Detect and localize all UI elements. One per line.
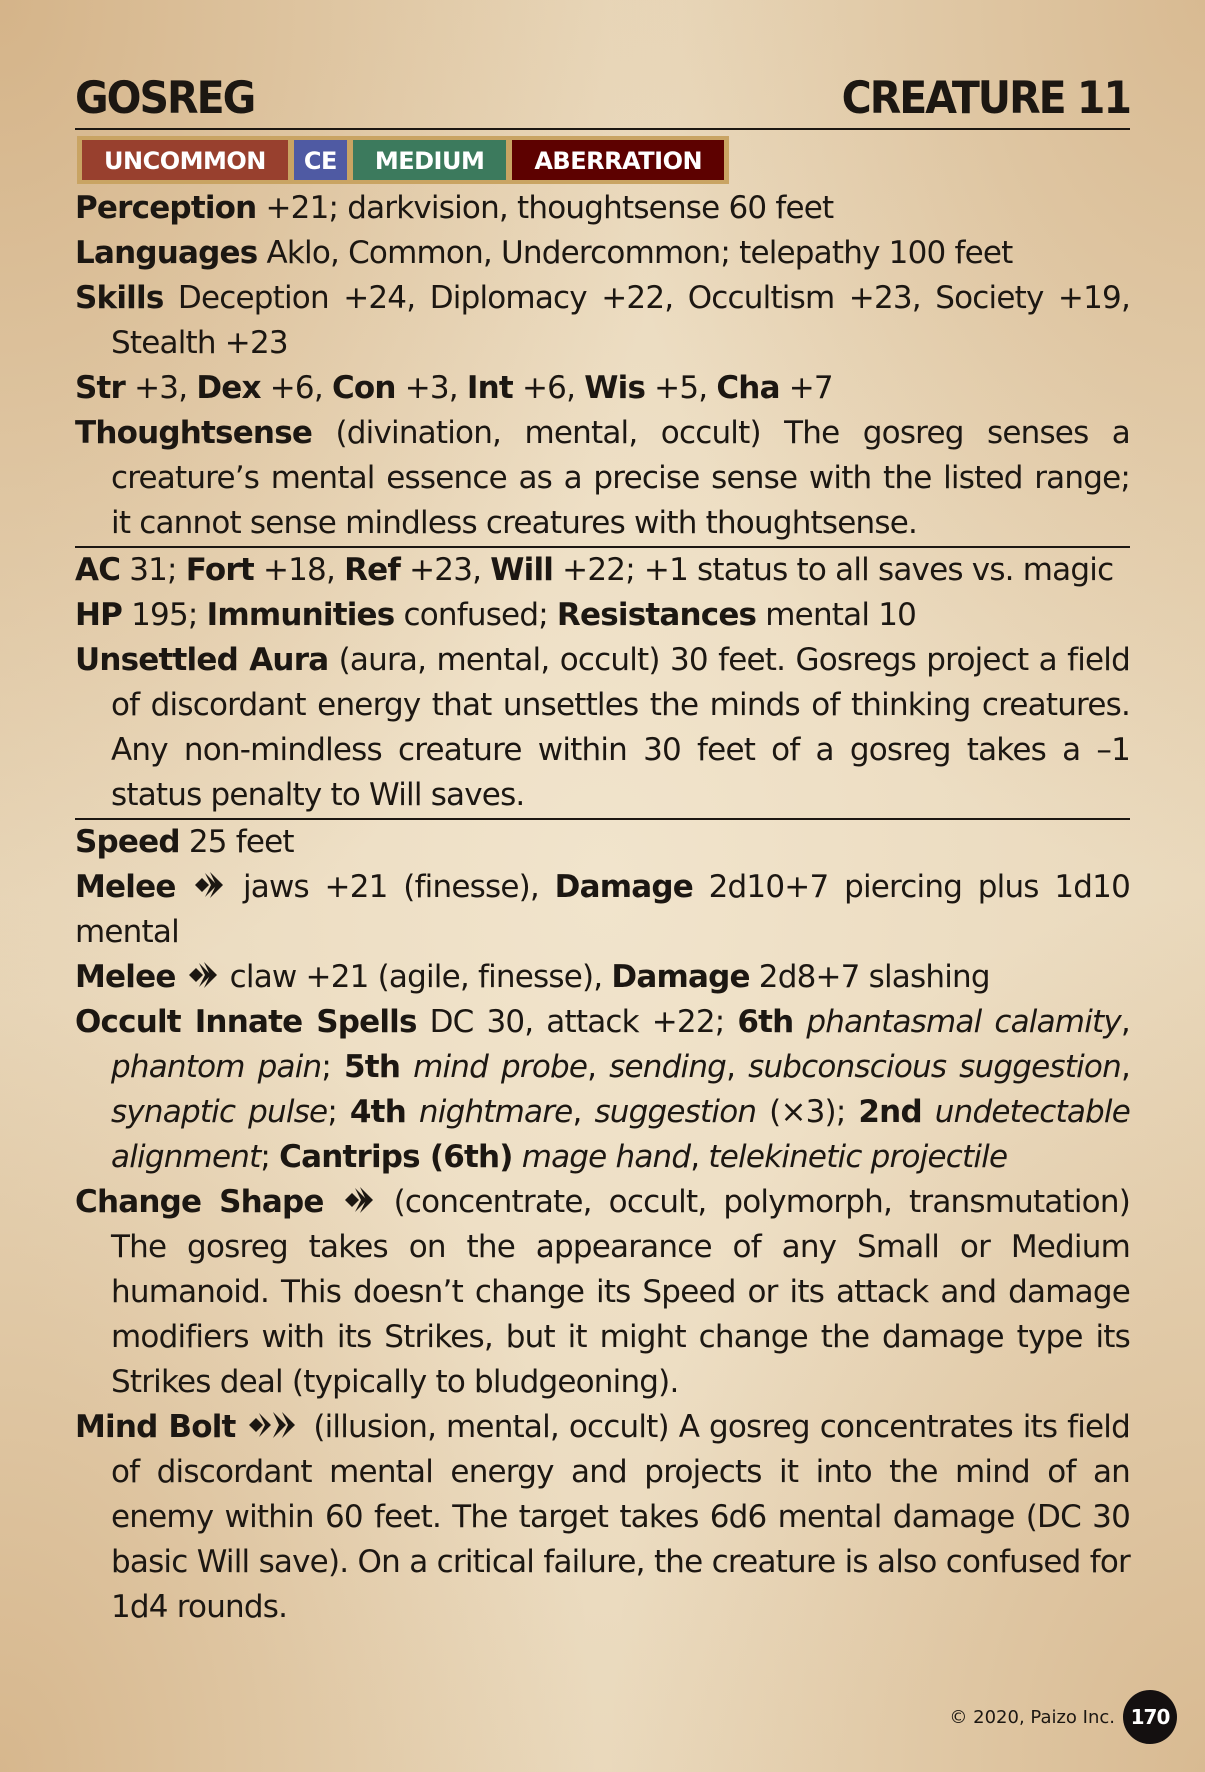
spell-name: sending: [609, 1049, 727, 1085]
dex-value: +6,: [260, 370, 332, 406]
stats-body: [75, 186, 1130, 1630]
creature-level: CREATURE 11: [841, 72, 1130, 124]
wis-value: +5,: [645, 370, 717, 406]
skills-line: [75, 276, 1130, 366]
mind-bolt-text: (illusion, mental, occult) A gosreg concentrates its field of discordant mental energy and projects it into the mind of an enemy within 60 feet. The target takes 6d6 mental damage (DC 30 basic Will save). On a critical failure, the creature is also confused for 1d4 rounds.: [111, 1409, 1130, 1625]
languages-line: [75, 231, 1130, 276]
dex-label: Dex: [196, 370, 261, 406]
languages-text: Aklo, Common, Undercommon; telepathy 100 feet: [257, 235, 1013, 271]
mind-bolt-ability: [75, 1405, 1130, 1630]
spell-name: nightmare: [418, 1094, 573, 1130]
spell-name: phantom pain: [111, 1049, 322, 1085]
hp-value: 195;: [122, 597, 207, 633]
will-label: Will: [490, 552, 554, 588]
int-value: +6,: [512, 370, 585, 406]
trait-rarity: UNCOMMON: [82, 140, 288, 180]
change-shape-ability: [75, 1180, 1130, 1405]
melee-claw: [75, 955, 1130, 1000]
cantrips-label: Cantrips (6th): [279, 1139, 513, 1175]
spell-name: mage hand: [521, 1139, 691, 1175]
spell-name: subconscious suggestion: [748, 1049, 1121, 1085]
int-label: Int: [466, 370, 513, 406]
resistances-value: mental 10: [756, 597, 917, 633]
defense-line: [75, 548, 1130, 593]
spell-name: synaptic pulse: [111, 1094, 328, 1130]
title-row: [75, 70, 1130, 130]
spell-name: telekinetic projectile: [708, 1139, 1008, 1175]
rank-2nd: 2nd: [858, 1094, 922, 1130]
trait-type: ABERRATION: [512, 140, 724, 180]
rank-5th: 5th: [344, 1049, 401, 1085]
thoughtsense-text: (divination, mental, occult) The gosreg senses a creature’s mental essence as a precise sense with the listed range; it cannot sense mindless creatures with thoughtsense.: [111, 415, 1130, 541]
melee-claw-damage: 2d8+7 slashing: [749, 959, 990, 995]
ac-value: 31;: [120, 552, 186, 588]
rank-4th: 4th: [349, 1094, 406, 1130]
single-action-icon: [191, 871, 227, 899]
creature-name: GOSREG: [75, 72, 255, 124]
ref-value: +23,: [400, 552, 491, 588]
aura-text: (aura, mental, occult) 30 feet. Gosregs project a field of discordant energy that unsettles the minds of thinking creatures. Any non-mindless creature within 30 feet of a gosreg takes a –1 status penalty to Will saves.: [111, 642, 1130, 813]
immunities-value: confused;: [394, 597, 557, 633]
trait-list: [77, 136, 729, 184]
two-action-icon: [245, 1411, 303, 1439]
str-value: +3,: [125, 370, 197, 406]
page-footer: [949, 1690, 1177, 1744]
thoughtsense-label: Thoughtsense: [75, 415, 313, 451]
immunities-label: Immunities: [206, 597, 395, 633]
perception-line: [75, 186, 1130, 231]
will-value: +22; +1 status to all saves vs. magic: [553, 552, 1114, 588]
hp-label: HP: [75, 597, 123, 633]
skills-text: Deception +24, Diplomacy +22, Occultism +23, Society +19, Stealth +23: [111, 280, 1130, 361]
ability-scores: [75, 366, 1130, 411]
single-action-icon: [185, 961, 221, 989]
cha-label: Cha: [716, 370, 780, 406]
mind-bolt-label: Mind Bolt: [75, 1409, 236, 1445]
change-shape-label: Change Shape: [75, 1184, 324, 1220]
spell-name: undetectable alignment: [111, 1094, 1131, 1175]
speed-value: 25 feet: [179, 824, 294, 860]
spell-name: suggestion: [594, 1094, 757, 1130]
page-number: 170: [1123, 1690, 1177, 1744]
melee-label: Melee: [75, 959, 176, 995]
ref-label: Ref: [344, 552, 401, 588]
spell-count: (×3);: [756, 1094, 859, 1130]
perception-text: +21; darkvision, thoughtsense 60 feet: [256, 190, 834, 226]
languages-label: Languages: [75, 235, 258, 271]
thoughtsense-ability: [75, 411, 1130, 546]
str-label: Str: [75, 370, 126, 406]
perception-label: Perception: [75, 190, 257, 226]
spells-label: Occult Innate Spells: [75, 1004, 417, 1040]
trait-alignment: CE: [294, 140, 347, 180]
melee-label: Melee: [75, 869, 176, 905]
speed-label: Speed: [75, 824, 180, 860]
wis-label: Wis: [584, 370, 646, 406]
spells-intro: DC 30, attack +22;: [416, 1004, 738, 1040]
cha-value: +7: [779, 370, 833, 406]
stat-block: [75, 70, 1130, 1630]
skills-label: Skills: [75, 280, 164, 316]
ac-label: AC: [75, 552, 121, 588]
aura-label: Unsettled Aura: [75, 642, 329, 678]
con-value: +3,: [395, 370, 467, 406]
copyright: © 2020, Paizo Inc.: [949, 1706, 1115, 1728]
aura-ability: [75, 638, 1130, 818]
rank-6th: 6th: [737, 1004, 794, 1040]
change-shape-text: (concentrate, occult, polymorph, transmutation) The gosreg takes on the appearance of any Small or Medium humanoid. This doesn’t change its Speed or its attack and damage modifiers with its Strikes, but it might change the damage type its Strikes deal (typically to bludgeoning).: [111, 1184, 1130, 1400]
spell-name: mind probe: [413, 1049, 588, 1085]
innate-spells: Occult Innate Spells DC 30, attack +22; 6th phantasmal calamity, phantom pain; 5th mind probe, sending, subconscious suggestion, synaptic pulse; 4th nightmare, suggestion (×3); 2nd undetectable alignment; Cantrips (6th) mage hand, telekinetic projectile: [75, 1004, 1131, 1175]
damage-label: Damage: [611, 959, 750, 995]
resistances-label: Resistances: [556, 597, 757, 633]
trait-size: MEDIUM: [353, 140, 507, 180]
fort-value: +18,: [253, 552, 345, 588]
speed-line: [75, 820, 1130, 865]
fort-label: Fort: [185, 552, 254, 588]
spell-name: phantasmal calamity: [806, 1004, 1121, 1040]
hp-line: [75, 593, 1130, 638]
melee-jaws-attack: jaws +21 (finesse),: [227, 869, 555, 905]
damage-label: Damage: [554, 869, 693, 905]
melee-claw-attack: claw +21 (agile, finesse),: [220, 959, 612, 995]
melee-jaws: [75, 865, 1130, 955]
melee-jaws-damage: 2d10+7 piercing plus 1d10 mental: [75, 869, 1130, 950]
con-label: Con: [331, 370, 396, 406]
single-action-icon: [341, 1186, 377, 1214]
